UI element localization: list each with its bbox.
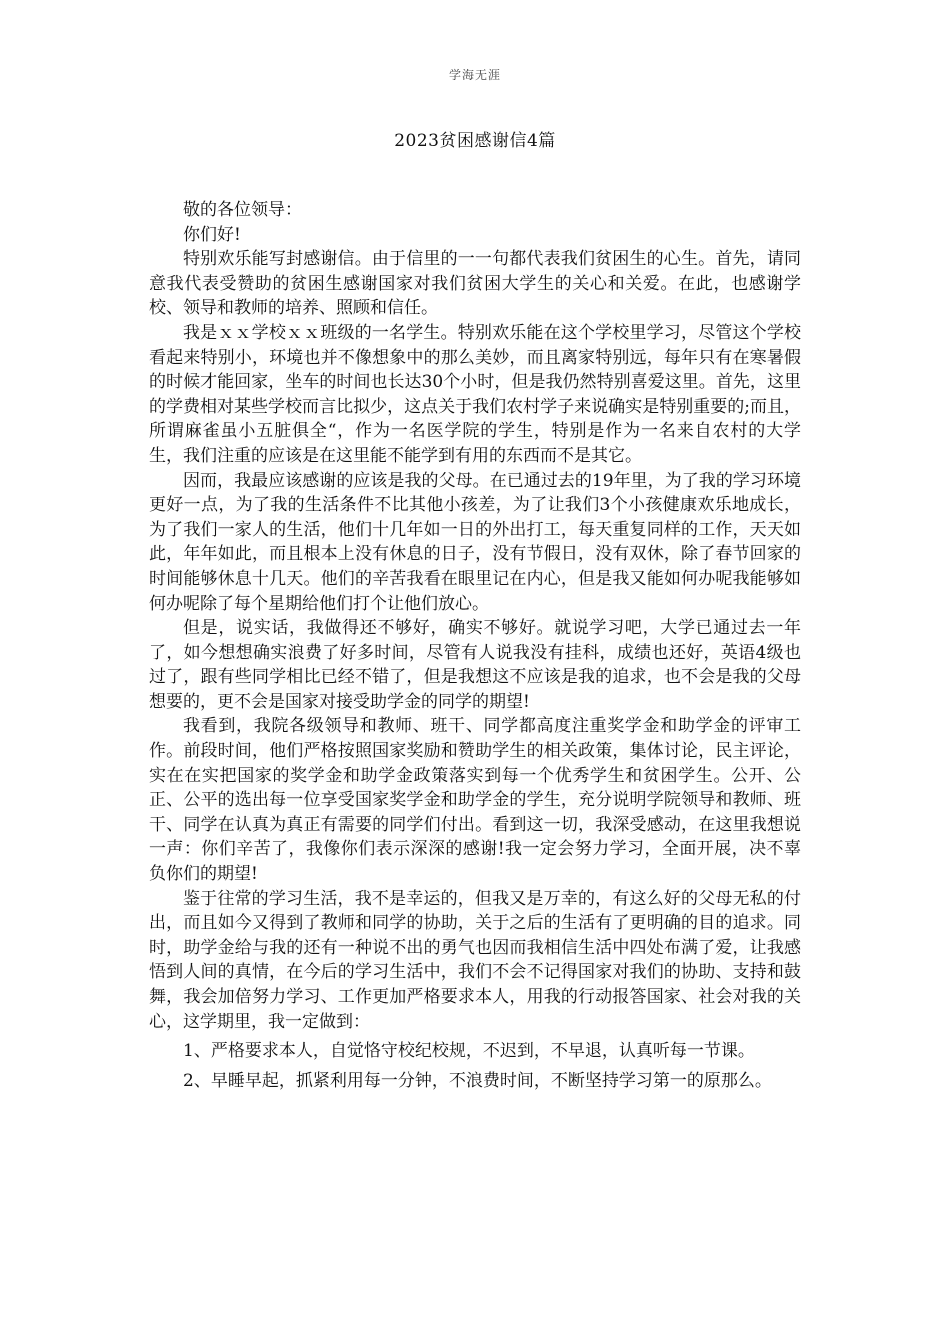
page-header: 学海无涯: [448, 68, 501, 82]
list-item: 2、早睡早起，抓紧利用每一分钟，不浪费时间，不断坚持学习第一的原那么。: [183, 1070, 772, 1091]
paragraph: 特别欢乐能写封感谢信。由于信里的一一句都代表我们贫困生的心生。首先，请同意我代表受赞助的贫困生感谢国家对我们贫困大学生的关心和关爱。在此，也感谢学校、领导和教师的培养、照顾和信任。: [149, 249, 801, 319]
paragraph: 但是，说实话，我做得还不够好，确实不够好。就说学习吧，大学已通过去一年了，如今想想确实浪费了好多时间，尽管有人说我没有挂科，成绩也还好，英语4级也过了，跟有些同学相比已经不错了，但是我想这不应该是我的追求，也不会是我的父母想要的，更不会是国家对接受助学金的同学的期望!: [149, 618, 801, 712]
letter-body: [149, 198, 801, 1093]
greeting: 你们好!: [183, 224, 241, 245]
paragraph: 我是ｘｘ学校ｘｘ班级的一名学生。特别欢乐能在这个学校里学习，尽管这个学校看起来特别小，环境也并不像想象中的那么美妙，而且离家特别远，每年只有在寒暑假的时候才能回家，坐车的时间也长达30个小时，但是我仍然特别喜爱这里。首先，这里的学费相对某些学校而言比拟少，这点关于我们农村学子来说确实是特别重要的;而且，所谓麻雀虽小五脏俱全“，作为一名医学院的学生，特别是作为一名来自农村的大学生，我们注重的应该是在这里能不能学到有用的东西而不是其它。: [149, 322, 801, 466]
document-title: 2023贫困感谢信4篇: [394, 131, 556, 151]
paragraph: 鉴于往常的学习生活，我不是幸运的，但我又是万幸的，有这么好的父母无私的付出，而且如今又得到了教师和同学的协助，关于之后的生活有了更明确的目的追求。同时，助学金给与我的还有一种说不出的勇气也因而我相信生活中四处布满了爱，让我感悟到人间的真情，在今后的学习生活中，我们不会不记得国家对我们的协助、支持和鼓舞，我会加倍努力学习、工作更加严格要求本人，用我的行动报答国家、社会对我的关心，这学期里，我一定做到：: [149, 888, 801, 1032]
list-item: 1、严格要求本人，自觉恪守校纪校规，不迟到，不早退，认真听每一节课。: [183, 1041, 755, 1062]
salutation: 敬的各位领导：: [183, 200, 302, 220]
paragraph: 因而，我最应该感谢的应该是我的父母。在已通过去的19年里，为了我的学习环境更好一点，为了我的生活条件不比其他小孩差，为了让我们3个小孩健康欢乐地成长，为了我们一家人的生活，他们十几年如一日的外出打工，每天重复同样的工作，天天如此，年年如此，而且根本上没有休息的日子，没有节假日，没有双休，除了春节回家的时间能够休息十几天。他们的辛苦我看在眼里记在内心，但是我又能如何办呢我能够如何办呢除了每个星期给他们打个让他们放心。: [149, 470, 801, 614]
paragraph: 我看到，我院各级领导和教师、班干、同学都高度注重奖学金和助学金的评审工作。前段时间，他们严格按照国家奖励和赞助学生的相关政策，集体讨论，民主评论，实在在实把国家的奖学金和助学金政策落实到每一个优秀学生和贫困学生。公开、公正、公平的选出每一位享受国家奖学金和助学金的学生，充分说明学院领导和教师、班干、同学在认真为真正有需要的同学们付出。看到这一切，我深受感动，在这里我想说一声：你们辛苦了，我像你们表示深深的感谢!我一定会努力学习，全面开展，决不辜负你们的期望!: [149, 716, 801, 885]
